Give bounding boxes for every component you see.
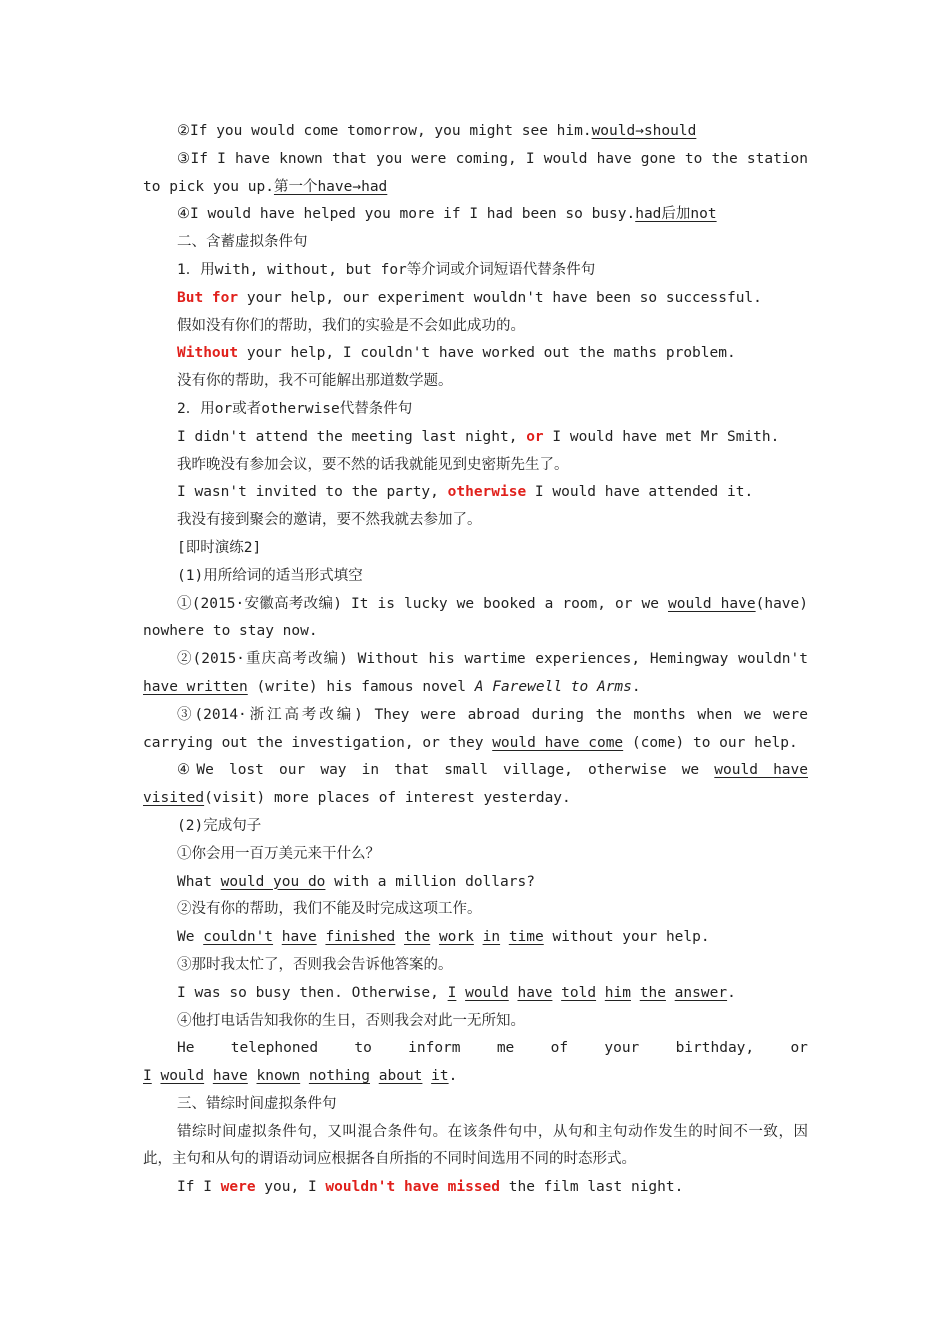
example-sentence: But for your help, our experiment wouldn't have been so successful. [177, 289, 762, 306]
exercise-item: ②(2015·重庆高考改编) Without his wartime experiences, Hemingway wouldn't have written (write) his famous novel A Farewell to Arms. [143, 651, 808, 695]
answer-word: nothing [308, 1068, 371, 1085]
answer-word: have [517, 984, 553, 1001]
answer-word: I [447, 984, 457, 1001]
answer-word: in [482, 929, 501, 946]
keyword: wouldn't have missed [325, 1179, 501, 1196]
example-translation: 我没有接到聚会的邀请，要不然我就去参加了。 [177, 512, 482, 529]
word: to [354, 1040, 372, 1057]
example-sentence: I wasn't invited to the party, otherwise I would have attended it. [177, 484, 754, 501]
word: He [177, 1040, 195, 1057]
exercise-answer-line: What would you do with a million dollars? [177, 873, 535, 890]
keyword: or [526, 428, 544, 445]
answer: had后加not [635, 206, 717, 223]
word: telephoned [230, 1040, 319, 1057]
example-sentence: I didn't attend the meeting last night, or I would have met Mr Smith. [177, 428, 780, 445]
exercise-item: ①(2015·安徽高考改编) It is lucky we booked a room, or we would have(have) nowhere to stay now. [143, 595, 808, 640]
answer-words [143, 1068, 449, 1084]
exercise-prompt: ③那时我太忙了，否则我会告诉他答案的。 [177, 956, 453, 973]
exercise-answer-line: I was so busy then. Otherwise, I would have told him the answer. [177, 984, 736, 1001]
answer-word: I [143, 1068, 152, 1085]
answer: 第一个have→had [273, 178, 388, 195]
exercise-answer-line-justified [143, 1035, 808, 1063]
answer: would have come [492, 734, 624, 751]
word: me [496, 1040, 515, 1057]
answer: would→should [591, 123, 697, 139]
answer-word: would [465, 984, 509, 1001]
answer: would have visited [143, 762, 808, 807]
keyword: Without [177, 345, 239, 362]
answer: have written [143, 678, 248, 695]
example-sentence: Without your help, I couldn't have worked out the maths problem. [177, 345, 736, 362]
answer-word: known [256, 1068, 301, 1085]
exercise-answer-line: We couldn't have finished the work in time without your help. [177, 929, 710, 946]
example-translation: 没有你的帮助，我不可能解出那道数学题。 [177, 373, 453, 390]
exercise-prompt: ①你会用一百万美元来干什么？ [177, 845, 380, 862]
example-translation: 假如没有你们的帮助，我们的实验是不会如此成功的。 [177, 317, 525, 334]
answer-word: time [508, 929, 544, 946]
correction-item-3: ③If I have known that you were coming, I would have gone to the station to pick you up.第一个have→had [143, 150, 808, 195]
answer-word: the [404, 929, 431, 946]
answer-word: couldn't [203, 929, 274, 946]
exercise-item: ④We lost our way in that small village, otherwise we would have visited(visit) more places of interest yesterday. [143, 762, 808, 807]
example-sentence: If I were you, I wouldn't have missed the film last night. [177, 1179, 684, 1196]
book-title: A Farewell to Arms [474, 678, 632, 695]
correction-item-4: ④I would have helped you more if I had been so busy.had后加not [177, 206, 717, 223]
answer-word: have [212, 1068, 248, 1085]
exercise-item: ③(2014·浙江高考改编) They were abroad during the months when we were carrying out the investigation, or they would have come (come) to our help. [143, 706, 808, 751]
answer-word: told [561, 984, 597, 1001]
subsection-heading: 2．用or或者otherwise代替条件句 [177, 400, 413, 417]
answer-word: about [378, 1068, 423, 1085]
answer-word: answer [674, 984, 728, 1001]
keyword: otherwise [447, 484, 527, 501]
answer-words [448, 985, 727, 1001]
answer-word: would [160, 1068, 205, 1085]
answer: would you do [220, 873, 326, 890]
word: your [604, 1040, 640, 1057]
answer: would have [668, 595, 756, 612]
word: inform [408, 1040, 461, 1057]
word: birthday, [675, 1040, 755, 1057]
answer-word: work [438, 929, 474, 946]
section-heading: 二、含蓄虚拟条件句 [177, 234, 308, 251]
answer-word: it [431, 1068, 449, 1085]
section-description: 错综时间虚拟条件句，又叫混合条件句。在该条件句中，从句和主句动作发生的时间不一致，因此，主句和从句的谓语动词应根据各自所指的不同时间选用不同的时态形式。 [143, 1123, 808, 1168]
answer-word: have [281, 929, 317, 946]
correction-item-2: ②If you would come tomorrow, you might see him.would→should [177, 123, 697, 139]
exercise-prompt: ④他打电话告知我你的生日，否则我会对此一无所知。 [177, 1012, 525, 1029]
example-translation: 我昨晚没有参加会议，要不然的话我就能见到史密斯先生了。 [177, 456, 569, 473]
keyword: were [220, 1179, 256, 1196]
exercise-heading: (1)用所给词的适当形式填空 [177, 567, 363, 584]
answer-word: him [604, 984, 631, 1001]
practice-title: [即时演练2] [177, 539, 262, 556]
document-page [143, 118, 808, 1202]
section-heading: 三、错综时间虚拟条件句 [177, 1095, 337, 1112]
answer-word: the [639, 984, 666, 1001]
keyword: But for [177, 289, 239, 306]
subsection-heading: 1．用with, without, but for等介词或介词短语代替条件句 [177, 261, 596, 278]
answer-words [203, 929, 544, 945]
word: of [550, 1040, 569, 1057]
answer-word: finished [325, 929, 396, 946]
word: or [790, 1040, 808, 1057]
exercise-heading: (2)完成句子 [177, 817, 262, 834]
exercise-answer-line: I would have known nothing about it. [143, 1068, 458, 1085]
exercise-prompt: ②没有你的帮助，我们不能及时完成这项工作。 [177, 901, 482, 918]
